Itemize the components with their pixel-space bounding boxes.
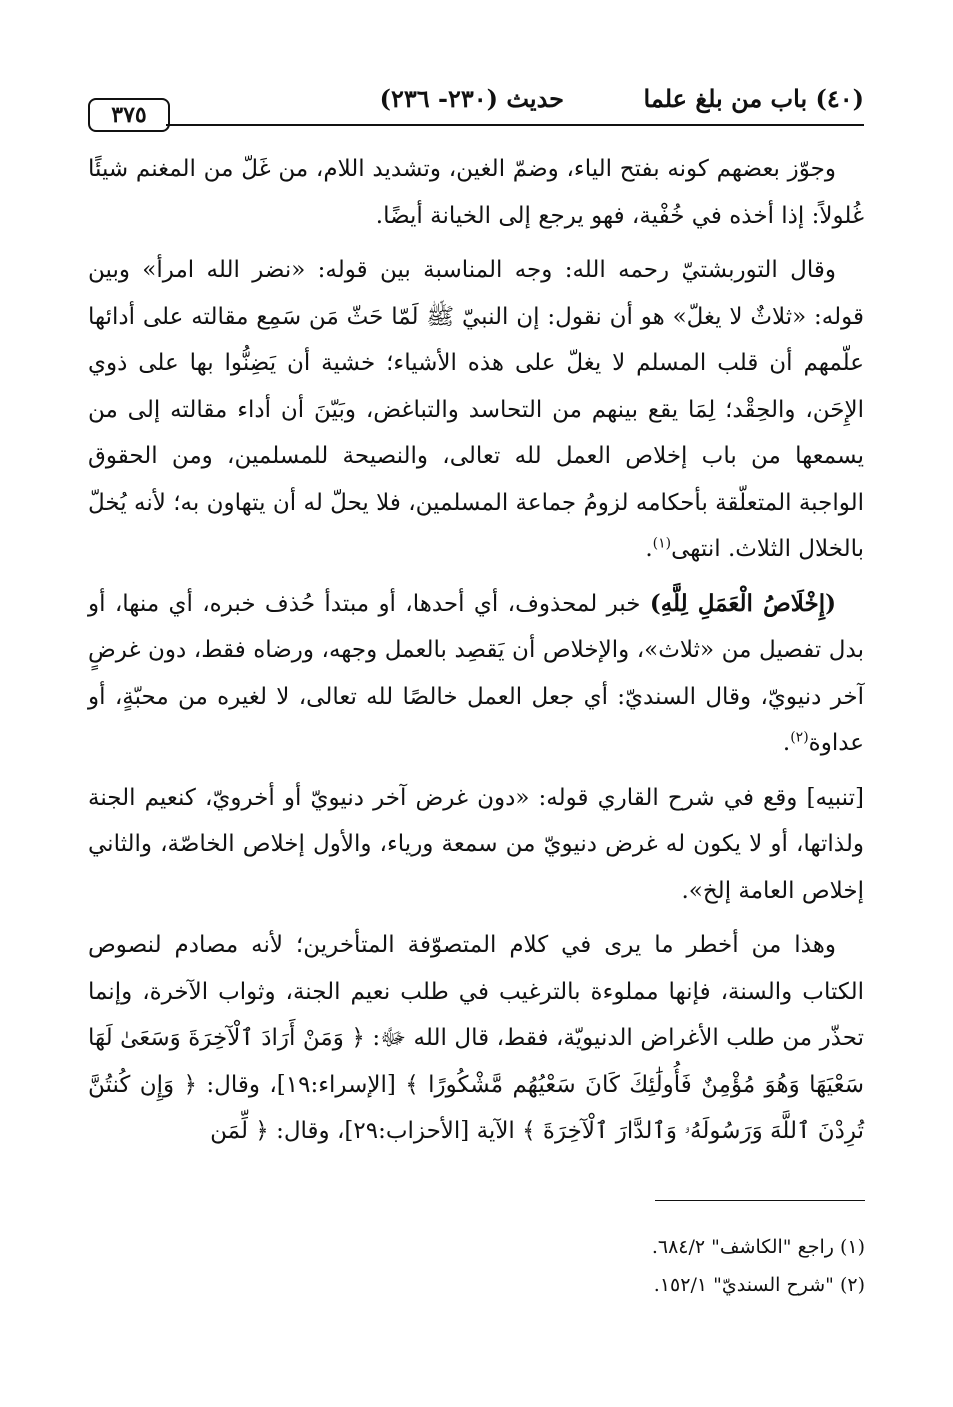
page <box>88 78 864 1163</box>
footnote-ref-2: (٢) <box>790 729 809 746</box>
footnote-1: (١) راجع "الكاشف" ٦٨٤/٢. <box>651 1236 865 1258</box>
footnotes <box>89 1228 865 1304</box>
page-number: ٣٧٥ <box>88 98 170 132</box>
chapter-title: (٤٠) باب من بلغ علما <box>643 84 864 113</box>
footnote-ref-1: (١) <box>652 535 672 552</box>
paragraph-2-end: . <box>645 536 653 562</box>
paragraph-4-text: [تنبيه] وقع في شرح القاري قوله: «دون غرض آخر دنيويّ أو أخرويّ، كنعيم الجنة ولذاتها، أو لا يكون له غرض دنيويّ من سمعة ورياء، والأول إخلاص الخاصّة، والثاني إخلاص العامة إلخ». <box>88 784 864 904</box>
footnote-2: (٢) "شرح السنديّ" ١٥٢/١. <box>653 1274 865 1296</box>
paragraph-1 <box>88 146 864 239</box>
body-text <box>88 146 864 1155</box>
paragraph-3-end: . <box>782 730 791 756</box>
header-rule <box>166 124 864 126</box>
paragraph-1-text: وجوّز بعضهم كونه بفتح الياء، وضمّ الغين، وتشديد اللام، من غَلّ من المغنم شيئًا غُلولاً: إذا أخذه في خُفْية، فهو يرجع إلى الخيانة أيضًا. <box>88 156 864 229</box>
paragraph-3 <box>88 581 864 767</box>
footnote-rule <box>655 1200 865 1201</box>
paragraph-5-text: وهذا من أخطر ما يرى في كلام المتصوّفة المتأخرين؛ لأنه مصادم لنصوص الكتاب والسنة، فإنها مملوءة بالترغيب في طلب نعيم الجنة، وثواب الآخرة، وإنما تحذّر من طلب الأغراض الدنيويّة، فقط، قال الله ﷻ: ﴿ وَمَنْ أَرَادَ ٱلْآخِرَةَ وَسَعَىٰ لَهَا سَعْيَهَا وَهُوَ مُؤْمِنٌ فَأُولَٰئِكَ كَانَ سَعْيُهُم مَّشْكُورًا ﴾ [الإسراء:١٩]، وقال: ﴿ وَإِن كُنتُنَّ تُرِدْنَ ٱللَّهَ وَرَسُولَهُۥ وَٱلدَّارَ ٱلْآخِرَةَ ﴾ الآية [الأحزاب:٢٩]، وقال: ﴿ لِّمَن <box>88 932 864 1144</box>
hadith-lead-phrase: (إِخْلَاصُ الْعَمَلِ لِلَّهِ) <box>649 589 836 617</box>
paragraph-2-text: وقال التوربشتيّ رحمه الله: وجه المناسبة بين قوله: «نضر الله امرأ» وبين قوله: «ثلاثٌ لا يغلّ» هو أن نقول: إن النبيّ ﷺ لَمّا حَثّ مَن سَمِع مقالته على أدائها علّمهم أن قلب المسلم لا يغلّ على هذه الأشياء؛ خشية أن يَضِنُّوا بها على ذوي الإِحَن، والحِقْد؛ لِمَا يقع بينهم من التحاسد والتباغض، وبَيّنَ أن أداء مقالته إلى من يسمعها من باب إخلاص العمل لله تعالى، والنصيحة للمسلمين، ومن الحقوق الواجبة المتعلّقة بأحكامه لزومُ جماعة المسلمين، فلا يحلّ له أن يتهاون به؛ لأنه يُخلّ بالخلال الثلاث. انتهى <box>88 257 864 562</box>
page-header <box>88 78 864 128</box>
paragraph-2 <box>88 247 864 573</box>
paragraph-4 <box>88 775 864 915</box>
hadith-range: حديث (٢٣٠- ٢٣٦) <box>379 84 564 113</box>
paragraph-3-text: خبر لمحذوف، أي أحدها، أو مبتدأ حُذف خبره، أي منها، أو بدل تفصيل من «ثلاث»، والإخلاص أن يَقصِد بالعمل وجهه، ورضاه فقط، دون غرضٍ آخر دنيويّ، وقال السنديّ: أي جعل العمل خالصًا لله تعالى، لا لغيره من محبّةٍ، أو عداوة <box>88 590 864 756</box>
paragraph-5 <box>88 922 864 1155</box>
